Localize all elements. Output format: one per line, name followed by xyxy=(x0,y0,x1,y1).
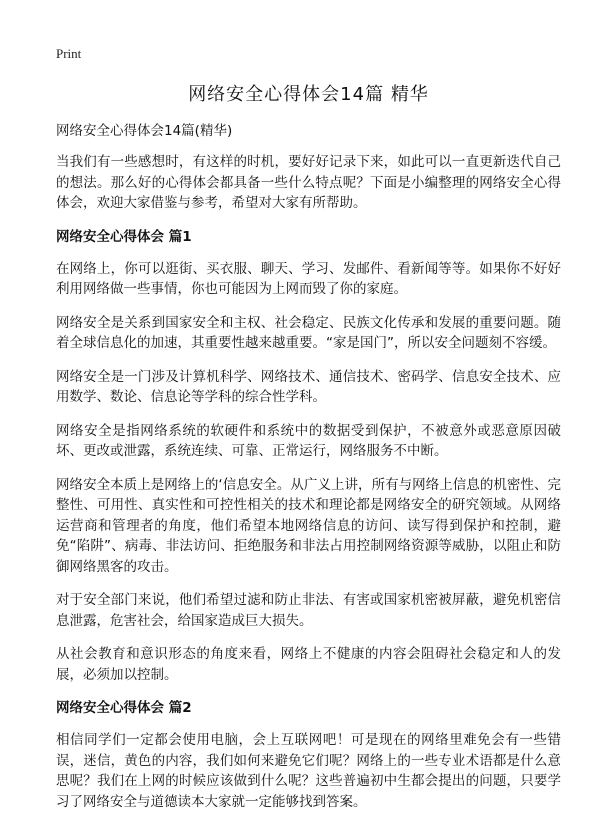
section-1-paragraph: 网络安全是关系到国家安全和主权、社会稳定、民族文化传承和发展的重要问题。随着全球信息化的加速，其重要性越来越重要。“家是国门”，所以安全问题刻不容缓。 xyxy=(56,314,561,351)
section-2-paragraph: 相信同学们一定都会使用电脑，会上互联网吧！可是现在的网络里难免会有一些错误，迷信，黄色的内容，我们如何来避免它们呢？网络上的一些专业术语都是什么意思呢？我们在上网的时候应该做到什么呢？这些普遍初中生都会提出的问题，只要学习了网络安全与道德读本大家就一定能够找到答案。 xyxy=(56,732,561,810)
section-1-paragraph: 网络安全是指网络系统的软硬件和系统中的数据受到保护，不被意外或恶意原因破坏、更改或泄露，系统连续、可靠、正常运行，网络服务不中断。 xyxy=(56,422,561,459)
intro-paragraph: 当我们有一些感想时，有这样的时机，要好好记录下来，如此可以一直更新迭代自己的想法。那么好的心得体会都具备一些什么特点呢？下面是小编整理的网络安全心得体会，欢迎大家借鉴与参考，希望对大家有所帮助。 xyxy=(56,154,561,211)
section-1-paragraph: 在网络上，你可以逛街、买衣服、聊天、学习、发邮件、看新闻等等。如果你不好好利用网络做一些事情，你也可能因为上网而毁了你的家庭。 xyxy=(56,260,561,297)
section-1-paragraph: 网络安全本质上是网络上的‘信息安全。从广义上讲，所有与网络上信息的机密性、完整性、可用性、真实性和可控性相关的技术和理论都是网络安全的研究领域。从网络运营商和管理者的角度，他们希望本地网络信息的访问、读写得到保护和控制，避免“陷阱”、病毒、非法访问、拒绝服务和非法占用控制网络资源等威胁，以阻止和防御网络黑客的攻击。 xyxy=(56,476,561,575)
section-heading-1: 网络安全心得体会 篇1 xyxy=(56,228,192,245)
section-1-paragraph: 从社会教育和意识形态的角度来看，网络上不健康的内容会阻碍社会稳定和人的发展，必须加以控制。 xyxy=(56,646,561,683)
section-heading-2: 网络安全心得体会 篇2 xyxy=(56,700,192,716)
section-1-paragraph: 对于安全部门来说，他们希望过滤和防止非法、有害或国家机密被屏蔽，避免机密信息泄露，危害社会，给国家造成巨大损失。 xyxy=(56,592,561,629)
print-link[interactable]: Print xyxy=(56,46,82,61)
page-title: 网络安全心得体会14篇 精华 xyxy=(188,84,429,105)
article-subtitle: 网络安全心得体会14篇(精华) xyxy=(56,123,233,139)
article-body xyxy=(56,122,561,825)
section-1-paragraph: 网络安全是一门涉及计算机科学、网络技术、通信技术、密码学、信息安全技术、应用数学、数论、信息论等学科的综合性学科。 xyxy=(56,368,561,405)
